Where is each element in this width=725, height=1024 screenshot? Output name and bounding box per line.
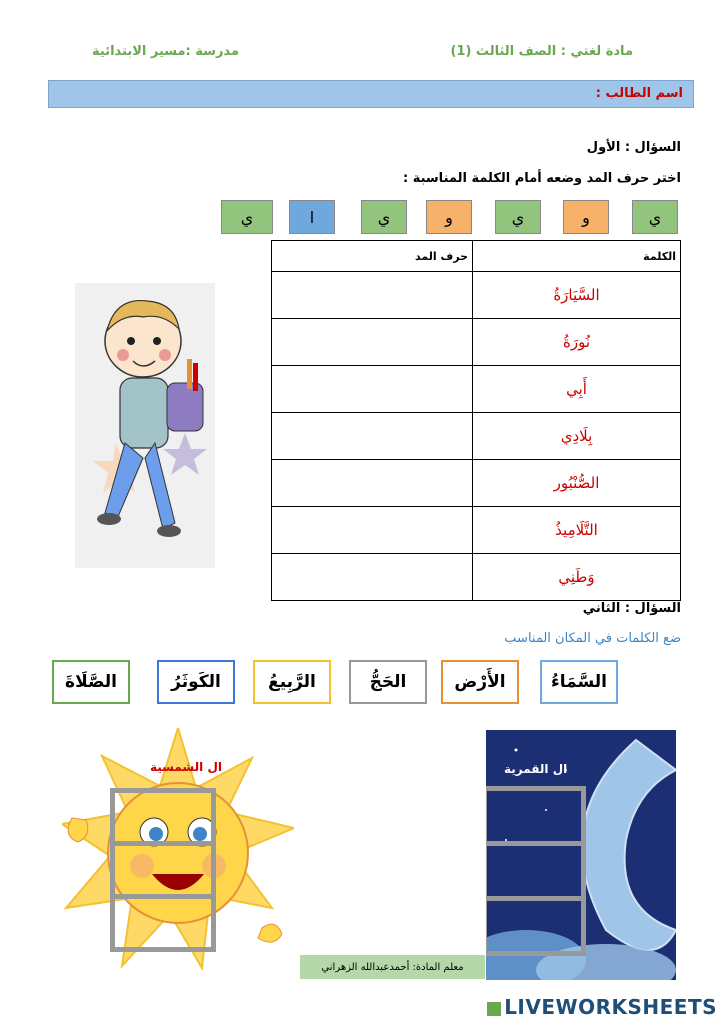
col-letter-header: حرف المد <box>272 241 473 272</box>
word-card-6[interactable]: الصَّلَاةَ <box>52 660 130 704</box>
letter-box-4[interactable]: و <box>426 200 472 234</box>
moon-drop-slot-3[interactable] <box>486 896 586 956</box>
word-card-1[interactable]: السَّمَاءُ <box>540 660 618 704</box>
drop-cell[interactable] <box>272 413 473 460</box>
drop-cell[interactable] <box>272 272 473 319</box>
q2-title: السؤال : الثاني <box>582 601 681 616</box>
word-cell: التَّلَامِيذُ <box>473 507 681 554</box>
word-card-4[interactable]: الرَّبِيعُ <box>253 660 331 704</box>
q1-title: السؤال : الأول <box>586 140 681 155</box>
word-cell: بِلَادِي <box>473 413 681 460</box>
letter-box-2[interactable]: و <box>563 200 609 234</box>
moon-panel <box>486 730 676 980</box>
moon-label: ال القمرية <box>504 762 568 776</box>
word-cell: نُورَةُ <box>473 319 681 366</box>
drop-cell[interactable] <box>272 554 473 601</box>
sun-drop-slot-3[interactable] <box>110 894 216 952</box>
moon-drop-slot-2[interactable] <box>486 841 586 901</box>
q2-instruction: ضع الكلمات في المكان المناسب <box>504 631 681 646</box>
drop-cell[interactable] <box>272 366 473 413</box>
sun-drop-slot-2[interactable] <box>110 841 216 899</box>
letter-box-3[interactable]: ي <box>495 200 541 234</box>
letter-box-1[interactable]: ي <box>632 200 678 234</box>
sun-label: ال الشمسية <box>150 760 222 774</box>
letter-box-5[interactable]: ي <box>361 200 407 234</box>
q1-table <box>271 240 681 601</box>
drop-cell[interactable] <box>272 319 473 366</box>
word-card-5[interactable]: الكَوثَرُ <box>157 660 235 704</box>
drop-cell[interactable] <box>272 460 473 507</box>
col-word-header: الكلمة <box>473 241 681 272</box>
school-header: مدرسة :مسير الابتدائية <box>92 44 239 59</box>
letter-box-7[interactable]: ي <box>221 200 273 234</box>
word-cell: السَّيَارَةُ <box>473 272 681 319</box>
logo-icon <box>487 1002 501 1016</box>
sun-panel <box>62 728 294 973</box>
letter-box-6[interactable]: ا <box>289 200 335 234</box>
subject-header: مادة لغتي : الصف الثالث (1) <box>450 44 633 59</box>
sun-drop-slot-1[interactable] <box>110 788 216 846</box>
teacher-note: معلم المادة: أحمدعبدالله الزهراني <box>300 955 485 979</box>
boy-illustration <box>75 283 215 568</box>
student-name-bar[interactable] <box>48 80 694 108</box>
word-cell: وَطَنِي <box>473 554 681 601</box>
moon-drop-slot-1[interactable] <box>486 786 586 846</box>
student-name-label: اسم الطالب : <box>595 86 683 101</box>
word-card-2[interactable]: الأَرْض <box>441 660 519 704</box>
q1-instruction: اختر حرف المد وضعه أمام الكلمة المناسبة : <box>402 171 681 186</box>
word-cell: الصُّنْبُور <box>473 460 681 507</box>
word-cell: أَبِي <box>473 366 681 413</box>
brand-text: LIVEWORKSHEETS <box>504 995 717 1019</box>
word-card-3[interactable]: الحَجُّ <box>349 660 427 704</box>
liveworksheets-logo[interactable] <box>487 995 717 1019</box>
drop-cell[interactable] <box>272 507 473 554</box>
